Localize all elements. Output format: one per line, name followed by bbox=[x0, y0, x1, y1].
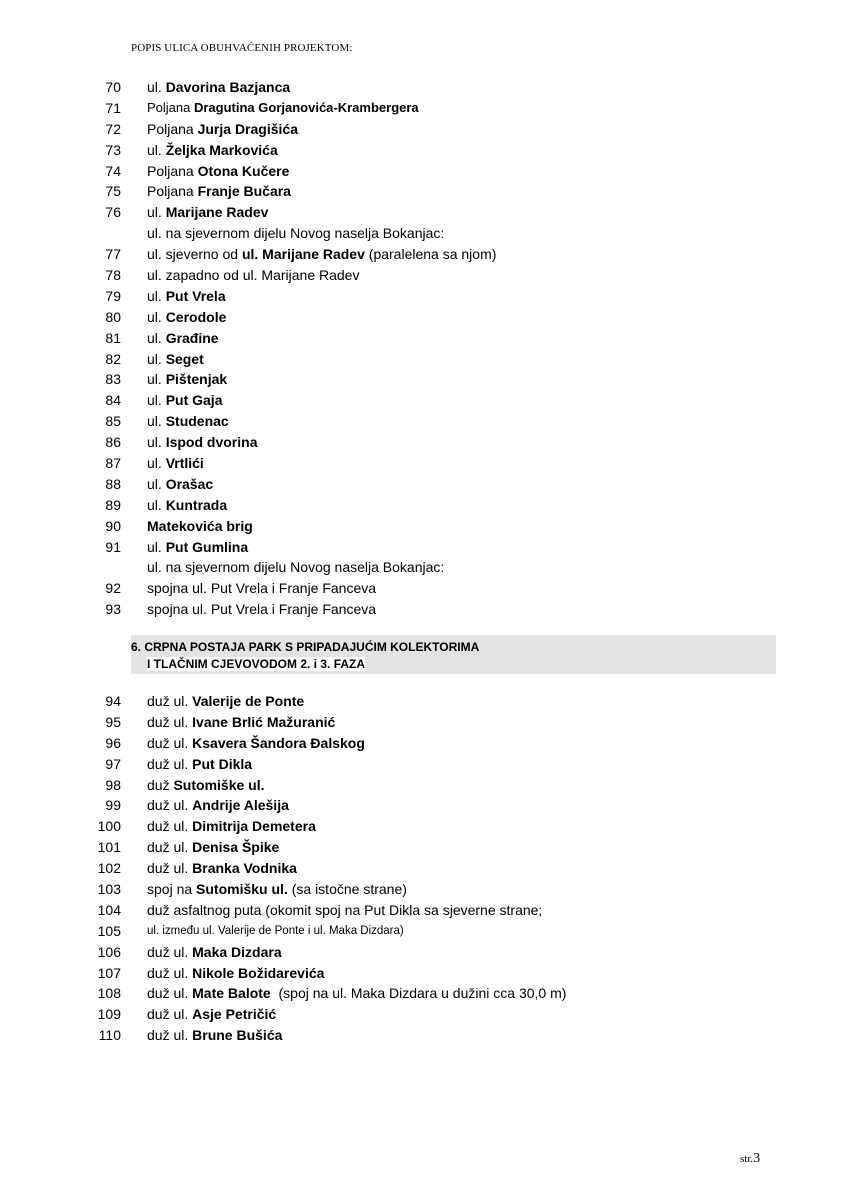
street-list-1 bbox=[0, 77, 848, 620]
list-item bbox=[0, 537, 848, 558]
item-prefix: Poljana bbox=[147, 162, 198, 179]
item-text bbox=[147, 578, 376, 599]
item-number: 74 bbox=[105, 162, 121, 179]
item-prefix: duž ul. bbox=[147, 755, 193, 772]
item-text bbox=[147, 858, 297, 879]
item-street-name: ul. Marijane Radev bbox=[241, 246, 365, 263]
list-item bbox=[0, 202, 848, 223]
item-street-name: Građine bbox=[165, 329, 219, 346]
item-number: 85 bbox=[105, 413, 121, 430]
item-text bbox=[147, 369, 227, 390]
item-suffix: (sa istočne strane) bbox=[287, 881, 407, 898]
item-text bbox=[147, 453, 204, 474]
item-text bbox=[147, 1025, 282, 1046]
item-street-name: Put Vrela bbox=[165, 287, 226, 304]
item-number: 103 bbox=[97, 881, 121, 898]
item-number: 105 bbox=[97, 922, 121, 939]
list-item bbox=[0, 98, 848, 119]
item-number: 84 bbox=[105, 392, 121, 409]
item-number: 95 bbox=[105, 713, 121, 730]
item-number: 98 bbox=[105, 776, 121, 793]
item-text bbox=[147, 983, 566, 1004]
item-number: 100 bbox=[97, 818, 121, 835]
list-item bbox=[0, 879, 848, 900]
item-text bbox=[147, 432, 257, 453]
item-number: 92 bbox=[105, 580, 121, 597]
item-text bbox=[147, 495, 227, 516]
list-item bbox=[0, 390, 848, 411]
item-number: 107 bbox=[97, 964, 121, 981]
item-number: 76 bbox=[105, 204, 121, 221]
list-item bbox=[0, 557, 848, 578]
list-item bbox=[0, 816, 848, 837]
item-street-name: Otona Kučere bbox=[197, 162, 290, 179]
item-text bbox=[147, 775, 265, 796]
item-number: 81 bbox=[105, 329, 121, 346]
item-street-name: Asje Petričić bbox=[192, 1006, 277, 1023]
item-number: 110 bbox=[98, 1027, 121, 1044]
page-header-title: POPIS ULICA OBUHVAĆENIH PROJEKTOM: bbox=[131, 42, 353, 54]
item-text bbox=[147, 181, 291, 202]
item-prefix: spoj na bbox=[147, 881, 197, 898]
item-text bbox=[147, 390, 222, 411]
item-number: 87 bbox=[105, 455, 121, 472]
list-item bbox=[0, 77, 848, 98]
item-prefix: ul. bbox=[147, 413, 166, 430]
item-text bbox=[147, 474, 213, 495]
item-text bbox=[147, 244, 496, 265]
item-text bbox=[147, 516, 253, 537]
item-street-name: Kuntrada bbox=[165, 496, 228, 513]
list-item bbox=[0, 181, 848, 202]
list-item bbox=[0, 369, 848, 390]
section-heading bbox=[131, 635, 776, 674]
list-item bbox=[0, 963, 848, 984]
item-prefix: ul. bbox=[147, 434, 166, 451]
item-text bbox=[147, 140, 278, 161]
item-prefix: ul. bbox=[147, 350, 166, 367]
item-prefix: ul. bbox=[147, 392, 166, 409]
item-prefix: Poljana bbox=[147, 99, 194, 115]
item-number: 94 bbox=[105, 693, 121, 709]
item-number: 102 bbox=[97, 860, 121, 877]
item-prefix: ul. bbox=[147, 496, 166, 513]
item-number: 106 bbox=[97, 943, 121, 960]
item-prefix: ul. bbox=[147, 141, 166, 158]
item-prefix: ul. bbox=[147, 308, 166, 325]
item-text bbox=[147, 161, 289, 182]
item-prefix: spojna ul. Put Vrela i Franje Fanceva bbox=[147, 580, 377, 597]
item-number: 80 bbox=[105, 308, 121, 325]
item-street-name: Brune Bušića bbox=[192, 1027, 283, 1044]
list-item bbox=[0, 453, 848, 474]
list-item bbox=[0, 161, 848, 182]
list-item bbox=[0, 578, 848, 599]
item-prefix: duž ul. bbox=[147, 734, 193, 751]
item-number: 75 bbox=[105, 183, 121, 200]
item-text bbox=[147, 795, 289, 816]
item-text bbox=[147, 879, 407, 900]
item-prefix: ul. bbox=[147, 538, 166, 555]
item-prefix: spojna ul. Put Vrela i Franje Fanceva bbox=[147, 601, 377, 618]
list-item bbox=[0, 795, 848, 816]
item-text bbox=[147, 942, 282, 963]
item-number: 97 bbox=[105, 755, 121, 772]
item-text bbox=[147, 754, 252, 775]
item-text bbox=[147, 733, 365, 754]
list-item bbox=[0, 265, 848, 286]
item-street-name: Franje Bučara bbox=[197, 183, 291, 200]
item-number: 101 bbox=[97, 839, 121, 856]
list-item bbox=[0, 983, 848, 1004]
page-footer bbox=[740, 1151, 760, 1167]
list-item bbox=[0, 307, 848, 328]
item-text bbox=[147, 328, 219, 349]
item-number: 93 bbox=[105, 601, 121, 618]
item-street-name: Dimitrija Demetera bbox=[192, 818, 316, 835]
list-item bbox=[0, 223, 848, 244]
list-item bbox=[0, 712, 848, 733]
item-text bbox=[147, 921, 404, 942]
list-item bbox=[0, 1004, 848, 1025]
item-text bbox=[147, 1004, 276, 1025]
list-item bbox=[0, 1025, 848, 1046]
item-street-name: Ksavera Šandora Đalskog bbox=[192, 734, 365, 751]
item-prefix: ul. bbox=[147, 79, 166, 95]
item-prefix: ul. bbox=[147, 371, 166, 388]
item-prefix: ul. između ul. Valerije de Ponte i ul. Maka Dizdara) bbox=[147, 924, 404, 937]
item-street-name: Cerodole bbox=[165, 308, 227, 325]
item-street-name: Seget bbox=[165, 350, 204, 367]
item-prefix: ul. bbox=[147, 204, 166, 221]
item-number: 71 bbox=[105, 99, 121, 116]
item-text bbox=[147, 963, 324, 984]
item-number: 83 bbox=[105, 371, 121, 388]
item-prefix: duž ul. bbox=[147, 860, 193, 877]
item-street-name: Mate Balote bbox=[192, 985, 271, 1002]
section-heading-line-2-text: I TLAČNIM CJEVOVODOM 2. i 3. FAZA bbox=[147, 657, 366, 671]
item-street-name: Andrije Alešija bbox=[192, 797, 289, 814]
list-item bbox=[0, 328, 848, 349]
list-item bbox=[0, 858, 848, 879]
item-number: 86 bbox=[105, 434, 121, 451]
item-text bbox=[147, 712, 335, 733]
item-street-name: Dragutina Gorjanovića-Krambergera bbox=[193, 99, 419, 115]
item-street-name: Put Gaja bbox=[165, 392, 223, 409]
item-text bbox=[147, 119, 298, 140]
item-text bbox=[147, 816, 316, 837]
list-item bbox=[0, 775, 848, 796]
item-number: 70 bbox=[105, 79, 121, 95]
item-number: 77 bbox=[105, 246, 121, 263]
list-item bbox=[0, 349, 848, 370]
section-heading-line-2 bbox=[147, 657, 365, 671]
item-prefix: duž ul. bbox=[147, 943, 193, 960]
item-street-name: Ispod dvorina bbox=[165, 434, 258, 451]
item-text bbox=[147, 837, 279, 858]
list-item bbox=[0, 432, 848, 453]
list-item bbox=[0, 411, 848, 432]
item-street-name: Maka Dizdara bbox=[192, 943, 282, 960]
item-number: 96 bbox=[105, 734, 121, 751]
list-item bbox=[0, 754, 848, 775]
item-street-name: Nikole Božidarevića bbox=[192, 964, 325, 981]
list-item bbox=[0, 942, 848, 963]
section-heading-line-1: 6. CRPNA POSTAJA PARK S PRIPADAJUĆIM KOLEKTORIMA bbox=[131, 640, 480, 654]
street-list-2 bbox=[0, 691, 848, 1046]
list-item bbox=[0, 516, 848, 537]
list-item bbox=[0, 921, 848, 942]
item-number: 91 bbox=[105, 538, 121, 555]
list-item bbox=[0, 733, 848, 754]
item-prefix: ul. bbox=[147, 329, 166, 346]
item-street-name: Ivane Brlić Mažuranić bbox=[192, 713, 336, 730]
item-text bbox=[147, 349, 204, 370]
item-number: 88 bbox=[105, 475, 121, 492]
item-street-name: Matekovića brig bbox=[147, 517, 253, 534]
item-prefix: ul. zapadno od ul. Marijane Radev bbox=[147, 267, 360, 284]
item-text bbox=[147, 537, 248, 558]
item-street-name: Sutomiške ul. bbox=[173, 776, 265, 793]
item-street-name: Davorina Bazjanca bbox=[165, 79, 291, 95]
item-text bbox=[147, 77, 290, 98]
item-prefix: duž ul. bbox=[147, 818, 193, 835]
item-street-name: Valerije de Ponte bbox=[192, 693, 305, 709]
item-text bbox=[147, 265, 359, 286]
item-text bbox=[147, 411, 229, 432]
list-item bbox=[0, 119, 848, 140]
item-prefix: duž ul. bbox=[147, 693, 193, 709]
item-text bbox=[147, 307, 226, 328]
item-prefix: duž asfaltnog puta (okomit spoj na Put Dikla sa sjeverne strane; bbox=[147, 901, 543, 918]
item-street-name: Vrtlići bbox=[165, 455, 204, 472]
item-prefix: Poljana bbox=[147, 183, 198, 200]
item-prefix: duž ul. bbox=[147, 1006, 193, 1023]
item-text bbox=[147, 286, 226, 307]
item-text bbox=[147, 223, 444, 244]
page-number: 3 bbox=[753, 1151, 761, 1166]
item-prefix: duž ul. bbox=[147, 964, 193, 981]
item-number: 109 bbox=[97, 1006, 121, 1023]
item-number: 89 bbox=[105, 496, 121, 513]
item-number: 90 bbox=[105, 517, 121, 534]
item-prefix: duž ul. bbox=[147, 797, 193, 814]
item-prefix: duž ul. bbox=[147, 985, 193, 1002]
item-prefix: ul. bbox=[147, 287, 166, 304]
item-street-name: Jurja Dragišića bbox=[197, 120, 298, 137]
item-prefix: Poljana bbox=[147, 120, 198, 137]
list-item bbox=[0, 900, 848, 921]
item-suffix: (paralelena sa njom) bbox=[364, 246, 497, 263]
item-street-name: Put Dikla bbox=[192, 755, 253, 772]
item-text bbox=[147, 599, 376, 620]
item-street-name: Orašac bbox=[165, 475, 214, 492]
item-street-name: Studenac bbox=[165, 413, 229, 430]
list-item bbox=[0, 244, 848, 265]
item-prefix: duž ul. bbox=[147, 1027, 193, 1044]
item-number: 79 bbox=[105, 287, 121, 304]
item-number: 78 bbox=[105, 267, 121, 284]
item-number: 108 bbox=[97, 985, 121, 1002]
page-label: str. bbox=[740, 1153, 754, 1165]
item-text bbox=[147, 900, 542, 921]
list-item bbox=[0, 599, 848, 620]
item-prefix: ul. bbox=[147, 475, 166, 492]
item-text bbox=[147, 202, 268, 223]
item-street-name: Marijane Radev bbox=[165, 204, 269, 221]
item-prefix: ul. sjeverno od bbox=[147, 246, 242, 263]
item-prefix: duž ul. bbox=[147, 839, 193, 856]
item-street-name: Sutomišku ul. bbox=[196, 881, 288, 898]
item-suffix: (spoj na ul. Maka Dizdara u dužini cca 30,0 m) bbox=[270, 985, 567, 1002]
item-text bbox=[147, 98, 419, 119]
list-item bbox=[0, 837, 848, 858]
item-prefix: ul. bbox=[147, 455, 166, 472]
list-item bbox=[0, 495, 848, 516]
item-prefix: duž ul. bbox=[147, 713, 193, 730]
item-street-name: Put Gumlina bbox=[165, 538, 249, 555]
item-street-name: Branka Vodnika bbox=[192, 860, 297, 877]
item-text bbox=[147, 691, 304, 712]
item-number: 104 bbox=[97, 901, 121, 918]
item-number: 82 bbox=[105, 350, 121, 367]
list-item bbox=[0, 474, 848, 495]
item-street-name: Željka Markovića bbox=[165, 141, 278, 158]
item-number: 72 bbox=[105, 120, 121, 137]
item-prefix: ul. na sjevernom dijelu Novog naselja Bokanjac: bbox=[147, 225, 445, 242]
item-number: 73 bbox=[105, 141, 121, 158]
item-street-name: Pištenjak bbox=[165, 371, 228, 388]
item-number: 99 bbox=[105, 797, 121, 814]
item-prefix: ul. na sjevernom dijelu Novog naselja Bokanjac: bbox=[147, 559, 445, 576]
item-text bbox=[147, 557, 444, 578]
item-prefix: duž bbox=[147, 776, 174, 793]
list-item bbox=[0, 286, 848, 307]
list-item bbox=[0, 691, 848, 712]
item-street-name: Denisa Špike bbox=[192, 839, 280, 856]
list-item bbox=[0, 140, 848, 161]
